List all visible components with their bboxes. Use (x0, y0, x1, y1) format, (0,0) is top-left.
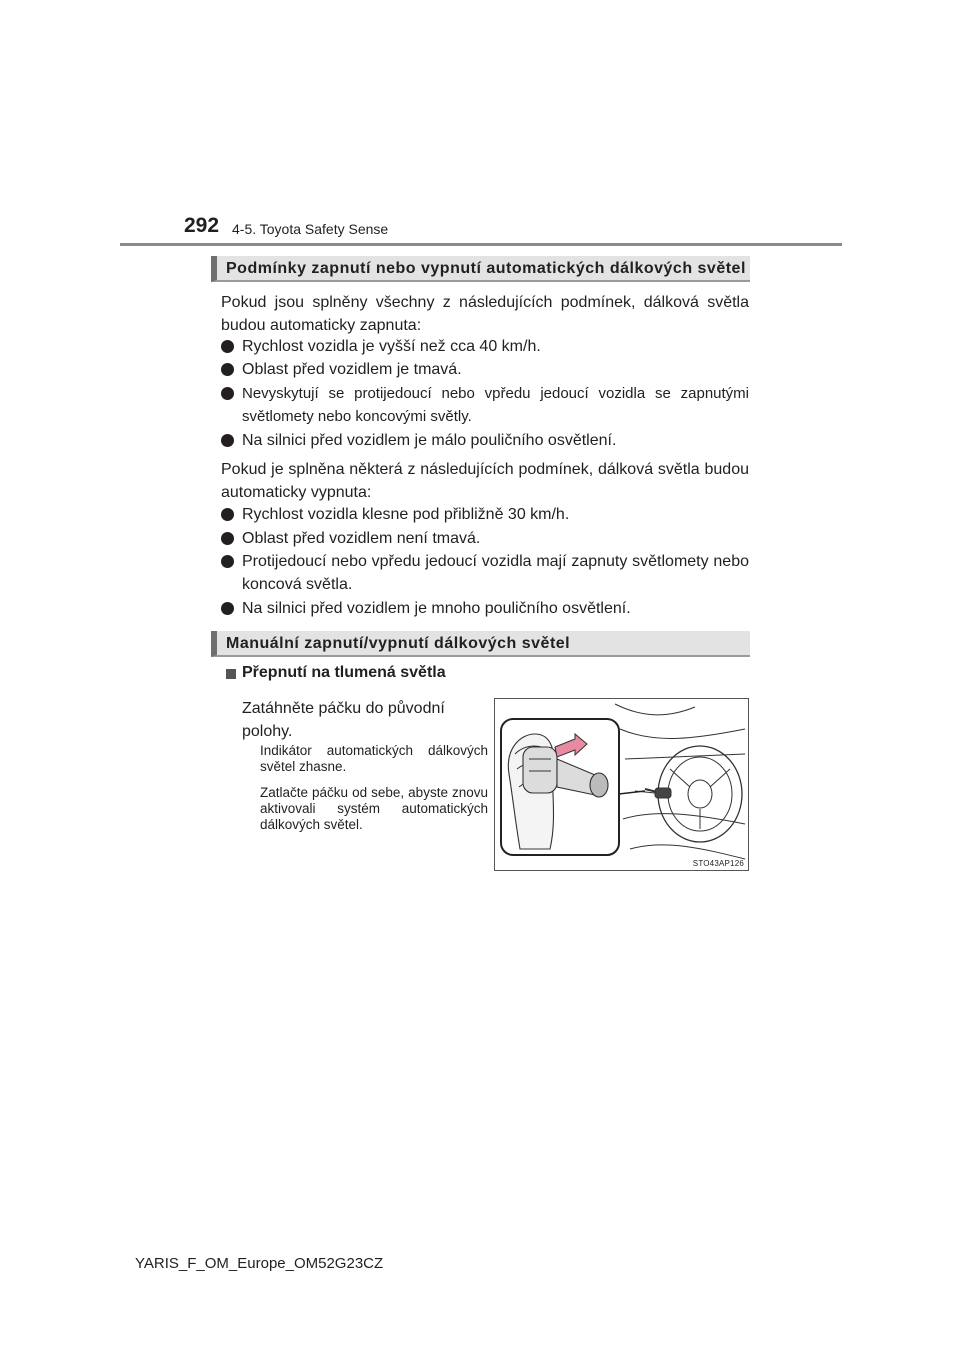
bullet-icon (221, 363, 234, 376)
list-item (221, 503, 749, 526)
bullet-icon (221, 602, 234, 615)
list-item-text: Oblast před vozidlem není tmavá. (242, 530, 481, 547)
instruction-text: Zatáhněte páčku do původní polohy. (242, 700, 445, 740)
footer-code: YARIS_F_OM_Europe_OM52G23CZ (135, 1255, 384, 1272)
list-item-text: Na silnici před vozidlem je mnoho pouličního osvětlení. (242, 600, 631, 617)
heading-manual-switch: Manuální zapnutí/vypnutí dálkových světel (211, 631, 750, 657)
list-item-text: Oblast před vozidlem je tmavá. (242, 361, 462, 378)
list-item-text: Protijedoucí nebo vpředu jedoucí vozidla mají zapnuty světlomety nebo koncová světla. (242, 553, 749, 593)
list-item-text: Rychlost vozidla je vyšší než cca 40 km/h. (242, 338, 541, 355)
bullet-icon (221, 387, 234, 400)
intro-off: Pokud je splněna některá z následujících podmínek, dálková světla budou automaticky vypnuta: (221, 461, 749, 501)
page-number: 292 (184, 214, 220, 237)
subheading: Přepnutí na tlumená světla (242, 664, 446, 681)
heading-auto-conditions: Podmínky zapnutí nebo vypnutí automatických dálkových světel (211, 256, 750, 282)
bullet-icon (221, 434, 234, 447)
note-text: Indikátor automatických dálkových světel zhasne. (260, 743, 488, 774)
bullet-icon (221, 340, 234, 353)
list-item (221, 527, 749, 550)
lever-drawing (495, 699, 748, 870)
note-text: Zatlačte páčku od sebe, abyste znovu aktivovali systém automatických dálkových světel. (260, 785, 488, 832)
list-item-text: Na silnici před vozidlem je málo pouličního osvětlení. (242, 432, 617, 449)
section-title: 4-5. Toyota Safety Sense (232, 221, 389, 237)
list-item-text: Nevyskytují se protijedoucí nebo vpředu jedoucí vozidla se zapnutými světlomety nebo koncovými světly. (242, 385, 749, 425)
bullet-icon (221, 508, 234, 521)
list-item (221, 429, 749, 452)
figure-code: STO43AP126 (692, 859, 744, 868)
square-bullet-icon (226, 669, 236, 679)
list-item-text: Rychlost vozidla klesne pod přibližně 30 km/h. (242, 506, 570, 523)
bullet-icon (221, 555, 234, 568)
list-item (221, 335, 749, 358)
list-item (221, 597, 749, 620)
header-divider (120, 243, 842, 246)
list-item (221, 358, 749, 381)
bullet-icon (221, 532, 234, 545)
list-item (221, 550, 749, 596)
lever-illustration (494, 698, 749, 871)
intro-on: Pokud jsou splněny všechny z následujících podmínek, dálková světla budou automaticky zapnuta: (221, 294, 749, 334)
list-item (221, 382, 749, 428)
